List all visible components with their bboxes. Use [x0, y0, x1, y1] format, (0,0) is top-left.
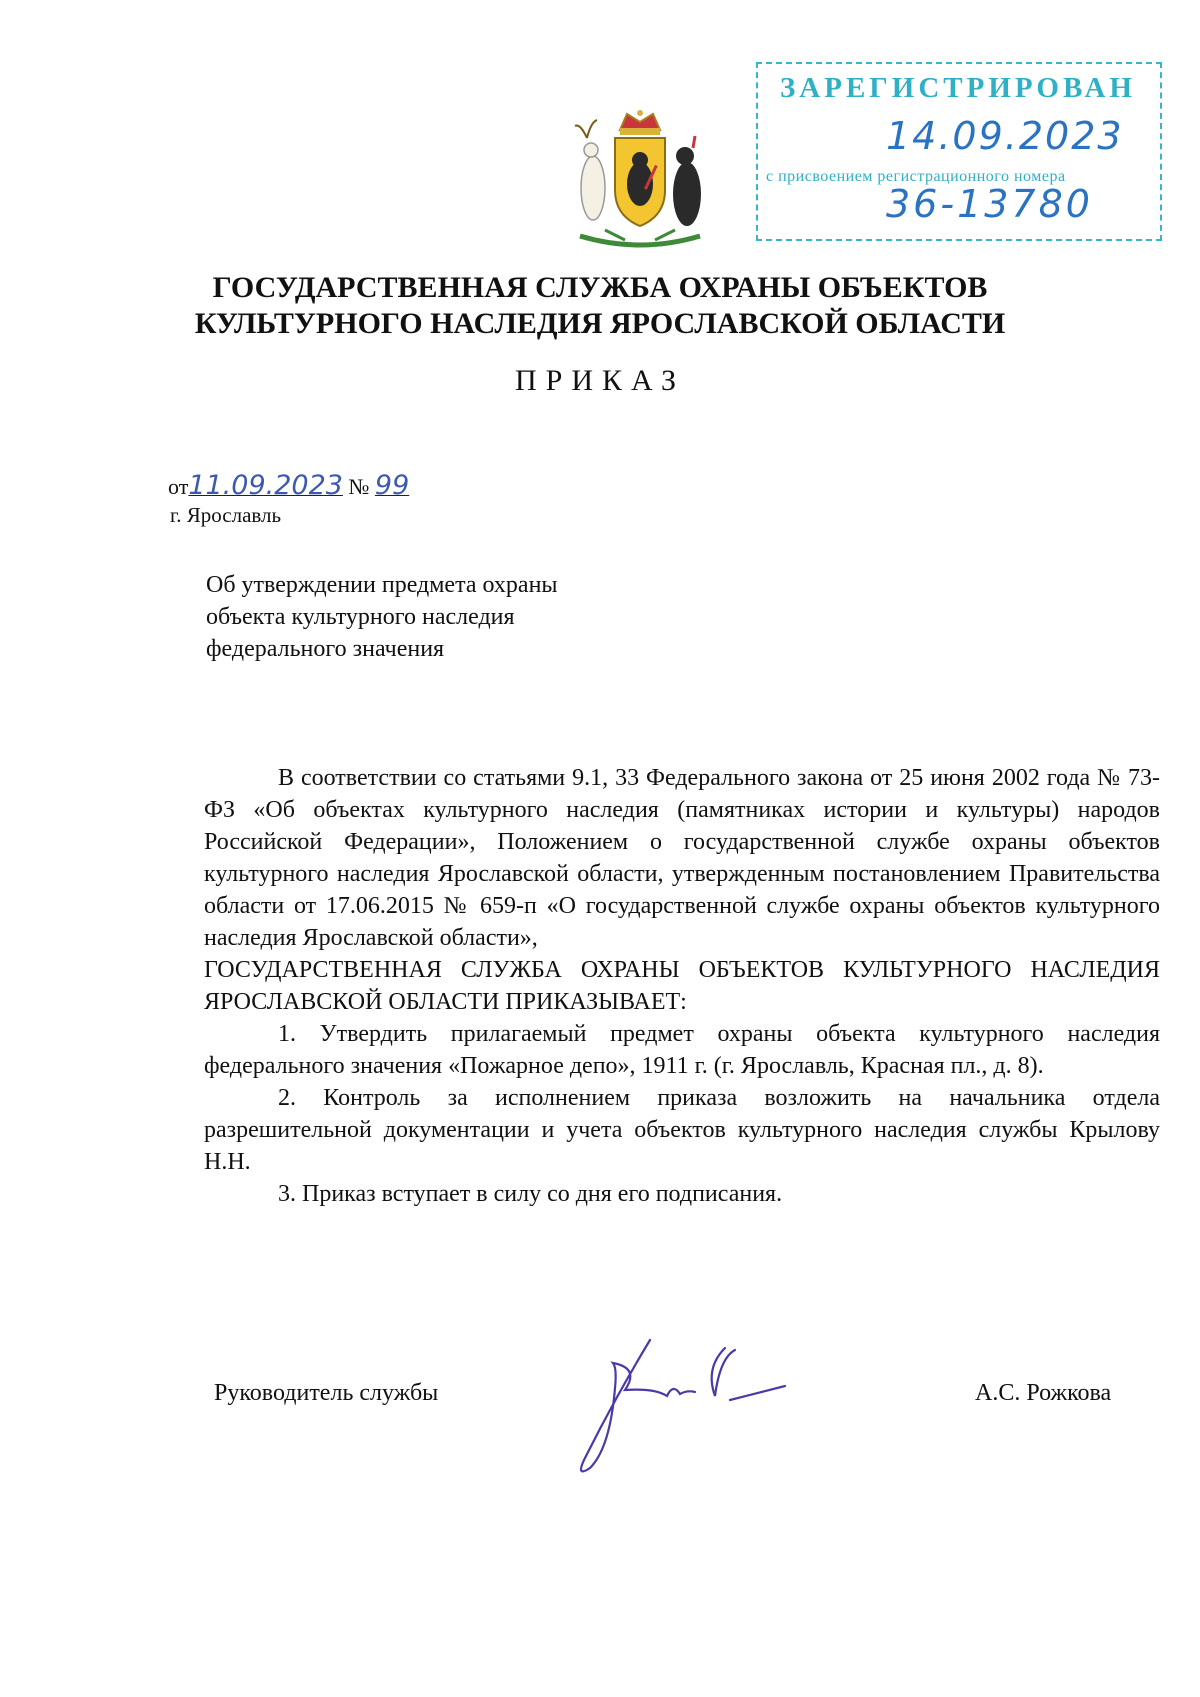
handwritten-signature [555, 1328, 805, 1488]
order-item: 1. Утвердить прилагаемый предмет охраны объекта культурного наследия федерального значения «Пожарное депо», 1911 г. (г. Ярославль, Красная пл., д. 8). [204, 1021, 1160, 1079]
organization-title [150, 270, 1050, 342]
directive-paragraph: ГОСУДАРСТВЕННАЯ СЛУЖБА ОХРАНЫ ОБЪЕКТОВ КУЛЬТУРНОГО НАСЛЕДИЯ ЯРОСЛАВСКОЙ ОБЛАСТИ ПРИКАЗЫВАЕТ: [204, 957, 1160, 1015]
city: г. Ярославль [170, 503, 282, 527]
order-item: 2. Контроль за исполнением приказа возложить на начальника отдела разрешительной документации и учета объектов культурного наследия службы Крылову Н.Н. [204, 1085, 1160, 1175]
organization-title-line-1: ГОСУДАРСТВЕННАЯ СЛУЖБА ОХРАНЫ ОБЪЕКТОВ [212, 271, 988, 304]
document-subject: Об утверждении предмета охраны объекта культурного наследия федерального значения [206, 572, 558, 662]
signatory-position: Руководитель службы [214, 1380, 439, 1406]
signatory-name: А.С. Рожкова [975, 1380, 1112, 1406]
stamp-date: 14.09.2023 [886, 114, 1124, 158]
registration-stamp [756, 62, 1162, 241]
document-body [204, 762, 1160, 1210]
stamp-title: ЗАРЕГИСТРИРОВАН [780, 72, 1136, 104]
stamp-note: с присвоением регистрационного номера [766, 168, 1066, 185]
coat-of-arms-icon [565, 108, 715, 253]
date-number-line [168, 470, 409, 501]
organization-title-line-2: КУЛЬТУРНОГО НАСЛЕДИЯ ЯРОСЛАВСКОЙ ОБЛАСТИ [194, 307, 1006, 340]
date-prefix: от [168, 474, 189, 499]
order-item: 3. Приказ вступает в силу со дня его подписания. [278, 1181, 783, 1207]
handwritten-date: 11.09.2023 [188, 470, 343, 501]
preamble-paragraph: В соответствии со статьями 9.1, 33 Федерального закона от 25 июня 2002 года № 73-ФЗ «Об объектах культурного наследия (памятниках истории и культуры) народов Российской Федерации», Положением о государственной службе охраны объектов культурного наследия Ярославской области, утвержденным постановлением Правительства области от 17.06.2015 № 659-п «О государственной службе охраны объектов культурного наследия Ярославской области», [204, 765, 1160, 951]
document-type: ПРИКАЗ [515, 364, 685, 397]
handwritten-number: 99 [374, 470, 410, 501]
stamp-registration-number: 36-13780 [886, 182, 1093, 226]
number-prefix: № [348, 474, 370, 499]
